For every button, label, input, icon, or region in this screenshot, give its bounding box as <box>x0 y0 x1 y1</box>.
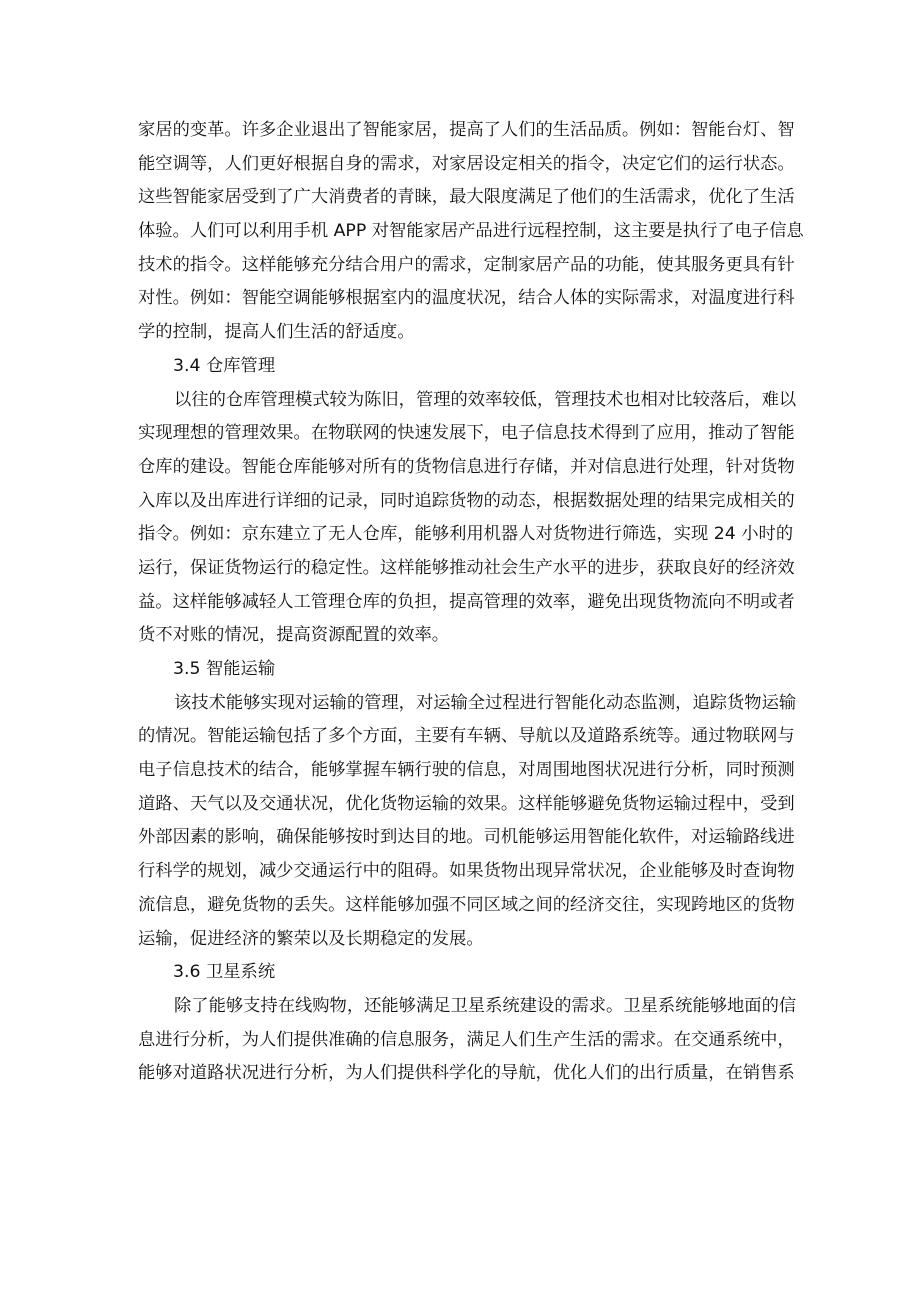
text-line: 体验。人们可以利用手机 APP 对智能家居产品进行远程控制，这主要是执行了电子信息 <box>138 221 804 242</box>
text-line: 这些智能家居受到了广大消费者的青睐，最大限度满足了他们的生活需求，优化了生活 <box>138 187 795 208</box>
paragraph-warehouse <box>138 384 797 654</box>
paragraph-transport <box>138 687 797 957</box>
text-line: 以往的仓库管理模式较为陈旧，管理的效率较低，管理技术也相对比较落后，难以 <box>174 389 797 410</box>
text-line: 货不对账的情况，提高资源配置的效率。 <box>138 625 450 646</box>
text-line: 流信息，避免货物的丢失。这样能够加强不同区域之间的经济交往，实现跨地区的货物 <box>138 894 795 915</box>
paragraph-smart-home-continued <box>138 114 804 350</box>
text-line: 指令。例如：京东建立了无人仓库，能够利用机器人对货物进行筛选，实现 24 小时的 <box>138 524 794 545</box>
section-heading-satellite: 3.6 卫星系统 <box>173 962 276 983</box>
text-line: 对性。例如：智能空调能够根据室内的温度状况，结合人体的实际需求，对温度进行科 <box>138 288 795 309</box>
text-line: 运行，保证货物运行的稳定性。这样能够推动社会生产水平的进步，获取良好的经济效 <box>138 557 795 578</box>
text-line: 外部因素的影响，确保能够按时到达目的地。司机能够运用智能化软件，对运输路线进 <box>138 827 795 848</box>
document-body <box>138 114 804 1091</box>
text-line: 道路、天气以及交通状况，优化货物运输的效果。这样能够避免货物运输过程中，受到 <box>138 793 795 814</box>
text-line: 运输，促进经济的繁荣以及长期稳定的发展。 <box>138 928 484 949</box>
section-heading-warehouse: 3.4 仓库管理 <box>173 355 276 376</box>
text-line: 行科学的规划，减少交通运行中的阻碍。如果货物出现异常状况，企业能够及时查询物 <box>138 861 795 882</box>
paragraph-satellite <box>138 990 797 1091</box>
text-line: 能空调等，人们更好根据自身的需求，对家居设定相关的指令，决定它们的运行状态。 <box>138 153 795 174</box>
text-line: 能够对道路状况进行分析，为人们提供科学化的导航，优化人们的出行质量，在销售系 <box>138 1063 795 1084</box>
text-line: 该技术能够实现对运输的管理，对运输全过程进行智能化动态监测，追踪货物运输 <box>174 692 797 713</box>
text-line: 电子信息技术的结合，能够掌握车辆行驶的信息，对周围地图状况进行分析，同时预测 <box>138 760 795 781</box>
text-line: 学的控制，提高人们生活的舒适度。 <box>138 322 415 343</box>
text-line: 的情况。智能运输包括了多个方面，主要有车辆、导航以及道路系统等。通过物联网与 <box>138 726 795 747</box>
text-line: 技术的指令。这样能够充分结合用户的需求，定制家居产品的功能，使其服务更具有针 <box>138 254 795 275</box>
text-line: 家居的变革。许多企业退出了智能家居，提高了人们的生活品质。例如：智能台灯、智 <box>138 120 795 140</box>
text-line: 益。这样能够减轻人工管理仓库的负担，提高管理的效率，避免出现货物流向不明或者 <box>138 591 795 612</box>
section-heading-transport: 3.5 智能运输 <box>173 659 276 679</box>
text-line: 入库以及出库进行详细的记录，同时追踪货物的动态，根据数据处理的结果完成相关的 <box>138 490 795 511</box>
text-line: 息进行分析，为人们提供准确的信息服务，满足人们生产生活的需求。在交通系统中， <box>138 1029 795 1050</box>
text-line: 仓库的建设。智能仓库能够对所有的货物信息进行存储，并对信息进行处理，针对货物 <box>138 456 795 477</box>
text-line: 除了能够支持在线购物，还能够满足卫星系统建设的需求。卫星系统能够地面的信 <box>174 995 797 1016</box>
text-line: 实现理想的管理效果。在物联网的快速发展下，电子信息技术得到了应用，推动了智能 <box>138 423 795 444</box>
